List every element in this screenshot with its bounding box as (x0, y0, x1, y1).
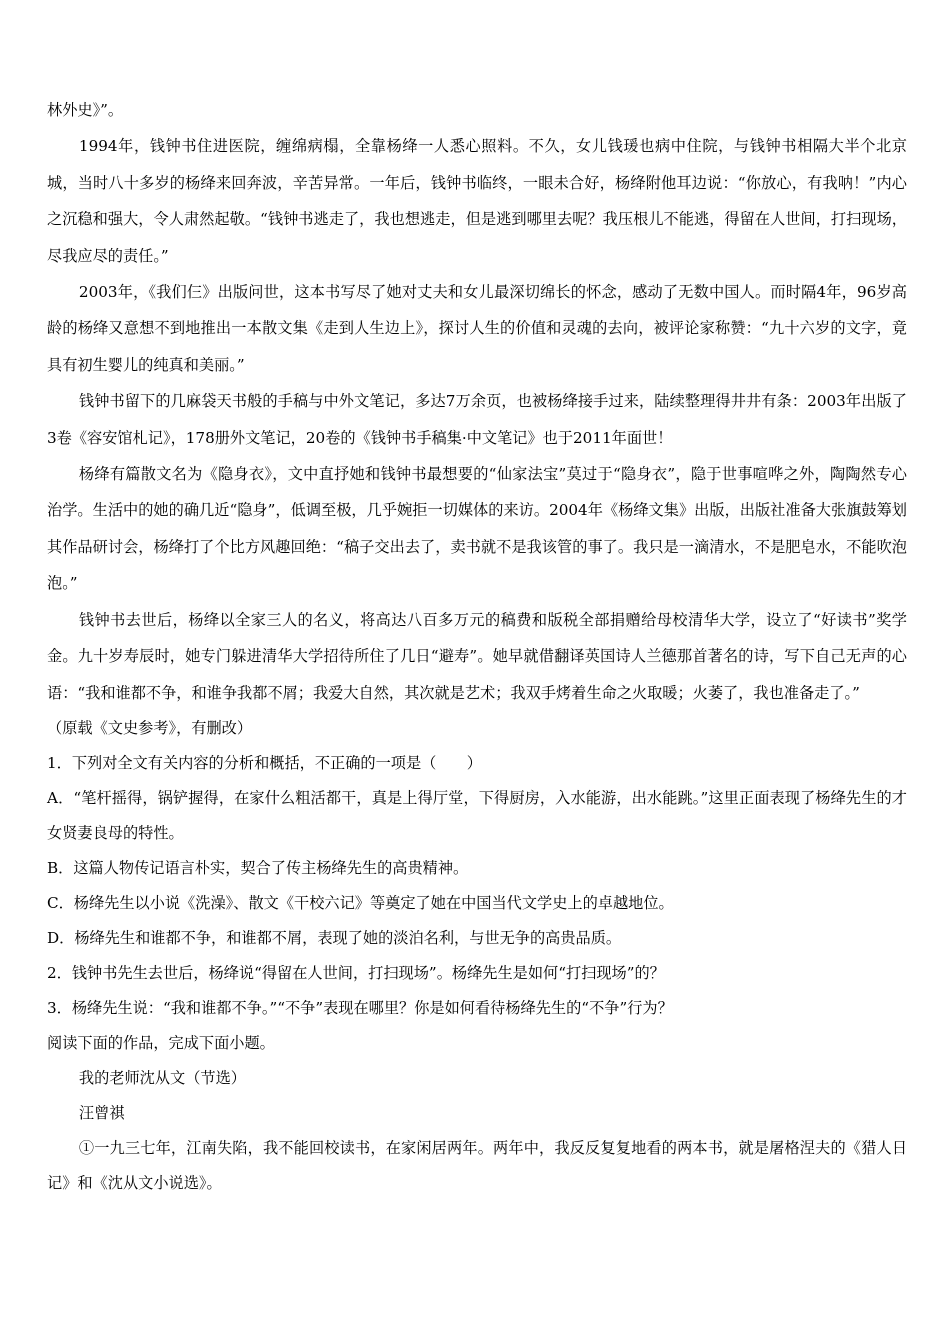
document-page (47, 92, 907, 1201)
paragraph: 杨绛有篇散文名为《隐身衣》，文中直抒她和钱钟书最想要的“仙家法宝”莫过于“隐身衣”，隐于世事喧哗之外，陶陶然专心治学。生活中的她的确几近“隐身”，低调至极，几乎婉拒一切媒体的来访。2004年《杨绛文集》出版，出版社准备大张旗鼓筹划其作品研讨会，杨绛打了个比方风趣回绝：“稿子交出去了，卖书就不是我该管的事了。我只是一滴清水，不是肥皂水，不能吹泡泡。” (47, 465, 907, 593)
source-note: （原载《文史参考》，有删改） (47, 718, 253, 737)
question-1: 1．下列对全文有关内容的分析和概括，不正确的一项是（ ） (47, 753, 482, 772)
question-3: 3．杨绛先生说：“我和谁都不争。”“不争”表现在哪里？你是如何看待杨绛先生的“不争”行为？ (47, 998, 673, 1017)
paragraph: 2003年，《我们仨》出版问世，这本书写尽了她对丈夫和女儿最深切绵长的怀念，感动了无数中国人。而时隔4年，96岁高龄的杨绛又意想不到地推出一本散文集《走到人生边上》，探讨人生的价值和灵魂的去向，被评论家称赞：“九十六岁的文字，竟具有初生婴儿的纯真和美丽。” (47, 283, 907, 374)
paragraph: 钱钟书去世后，杨绛以全家三人的名义，将高达八百多万元的稿费和版税全部捐赠给母校清华大学，设立了“好读书”奖学金。九十岁寿辰时，她专门躲进清华大学招待所住了几日“避寿”。她早就借翻译英国诗人兰德那首著名的诗，写下自己无声的心语：“我和谁都不争，和谁争我都不屑；我爱大自然，其次就是艺术；我双手烤着生命之火取暖；火萎了，我也准备走了。” (47, 610, 907, 702)
paragraph: 1994年，钱钟书住进医院，缠绵病榻，全靠杨绛一人悉心照料。不久，女儿钱瑗也病中住院，与钱钟书相隔大半个北京城，当时八十多岁的杨绛来回奔波，辛苦异常。一年后，钱钟书临终，一眼未合好，杨绛附他耳边说：“你放心，有我呐！”内心之沉稳和强大，令人肃然起敬。“钱钟书逃走了，我也想逃走，但是逃到哪里去呢？我压根儿不能逃，得留在人世间，打扫现场，尽我应尽的责任。” (47, 137, 907, 265)
option-d: D．杨绛先生和谁都不争，和谁都不屑，表现了她的淡泊名利，与世无争的高贵品质。 (47, 928, 622, 947)
reading-instruction: 阅读下面的作品，完成下面小题。 (47, 1033, 275, 1052)
option-a: A．“笔杆摇得，锅铲握得，在家什么粗活都干，真是上得厅堂，下得厨房，入水能游，出水能跳。”这里正面表现了杨绛先生的才女贤妻良母的特性。 (47, 788, 907, 842)
question-2: 2．钱钟书先生去世后，杨绛说“得留在人世间，打扫现场”。杨绛先生是如何“打扫现场”的？ (47, 963, 665, 982)
paragraph: ①一九三七年，江南失陷，我不能回校读书，在家闲居两年。两年中，我反反复复地看的两本书，就是屠格涅夫的《猎人日记》和《沈从文小说选》。 (47, 1138, 907, 1192)
passage-title: 我的老师沈从文（节选） (78, 1068, 246, 1087)
passage-tail: 林外史》”。 (47, 101, 124, 119)
option-c: C．杨绛先生以小说《洗澡》、散文《干校六记》等奠定了她在中国当代文学史上的卓越地位。 (47, 893, 674, 912)
option-b: B．这篇人物传记语言朴实，契合了传主杨绛先生的高贵精神。 (47, 858, 469, 877)
paragraph: 钱钟书留下的几麻袋天书般的手稿与中外文笔记，多达7万余页，也被杨绛接手过来，陆续整理得井井有条：2003年出版了3卷《容安馆札记》，178册外文笔记，20卷的《钱钟书手稿集·中文笔记》也于2011年面世！ (47, 392, 907, 447)
passage-author: 汪曾祺 (78, 1103, 125, 1122)
